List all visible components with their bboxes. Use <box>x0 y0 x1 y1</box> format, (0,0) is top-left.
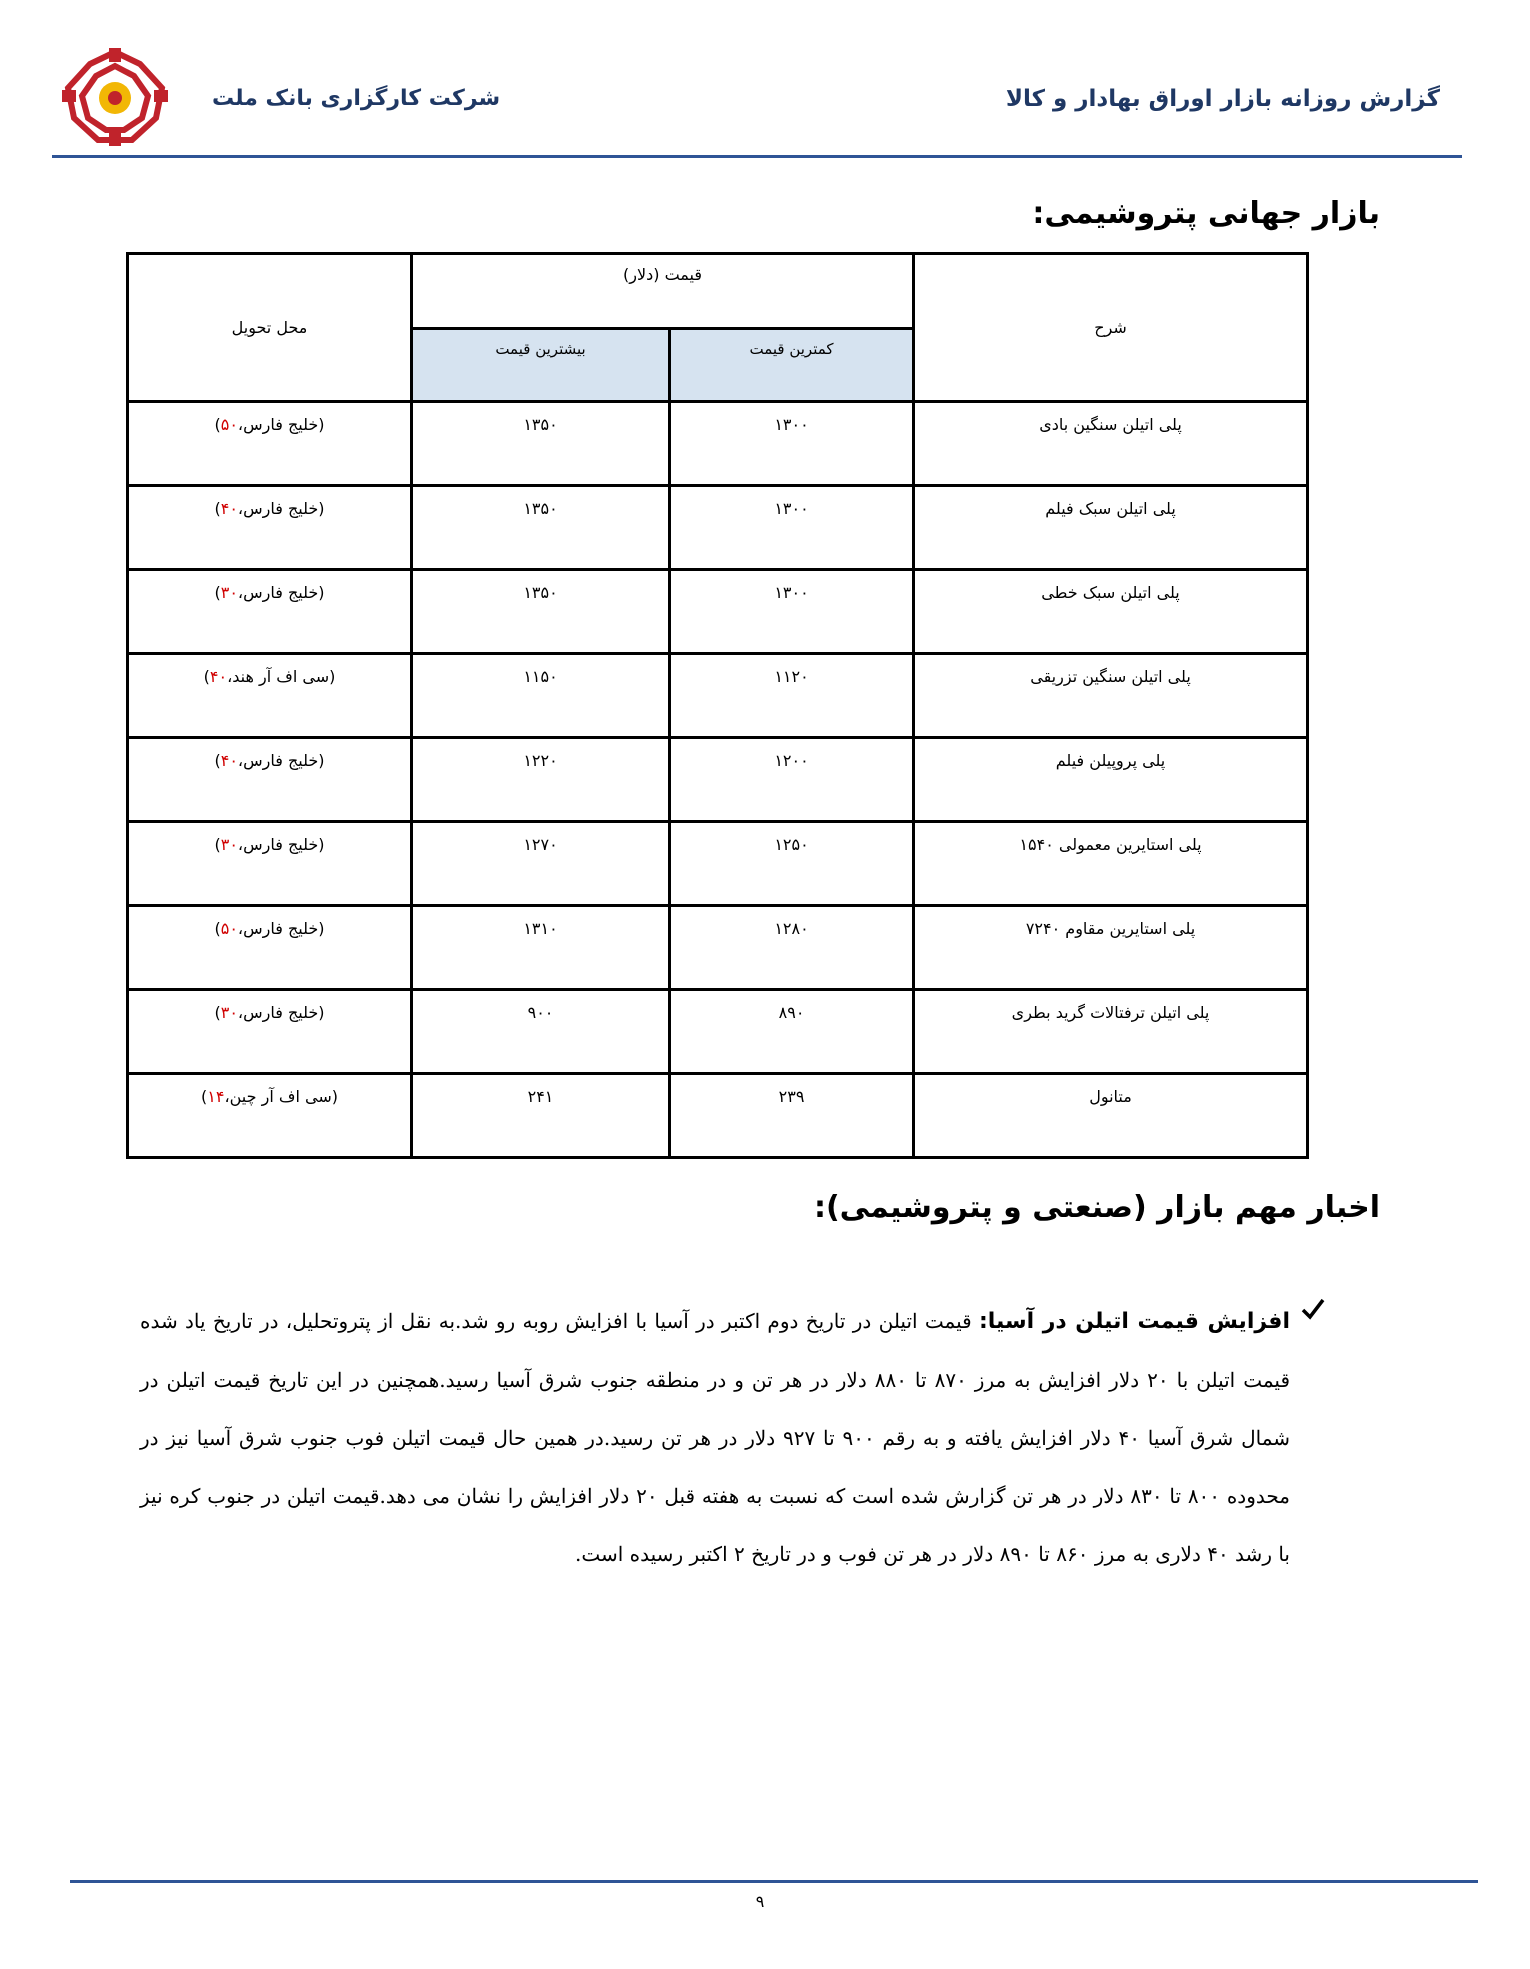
cell-delivery <box>128 906 412 990</box>
cell-max-price: ۱۲۷۰ <box>412 822 670 906</box>
cell-min-price: ۱۳۰۰ <box>670 486 914 570</box>
table-row <box>128 486 1308 570</box>
cell-max-price: ۱۳۵۰ <box>412 570 670 654</box>
table-row <box>128 654 1308 738</box>
delivery-days: ۳۰ <box>220 1003 238 1022</box>
delivery-close-paren: ) <box>214 751 221 770</box>
cell-description: پلی اتیلن سنگین تزریقی <box>914 654 1308 738</box>
table-row <box>128 822 1308 906</box>
cell-max-price: ۱۱۵۰ <box>412 654 670 738</box>
delivery-days: ۳۰ <box>220 835 238 854</box>
section-title-market-news: اخبار مهم بازار (صنعتی و پتروشیمی): <box>813 1190 1380 1225</box>
delivery-location: (خلیج فارس، <box>237 919 325 938</box>
cell-delivery <box>128 738 412 822</box>
cell-max-price: ۱۳۱۰ <box>412 906 670 990</box>
header-divider <box>52 155 1462 158</box>
cell-description: پلی پروپیلن فیلم <box>914 738 1308 822</box>
header-max-price: بیشترین قیمت <box>412 329 670 402</box>
company-name: شرکت کارگزاری بانک ملت <box>212 86 501 111</box>
news-lead: افزایش قیمت اتیلن در آسیا: <box>978 1309 1290 1334</box>
footer-divider <box>70 1880 1478 1883</box>
delivery-close-paren: ) <box>214 835 221 854</box>
cell-max-price: ۲۴۱ <box>412 1074 670 1158</box>
cell-description: پلی اتیلن سنگین بادی <box>914 402 1308 486</box>
cell-min-price: ۱۱۲۰ <box>670 654 914 738</box>
table-row <box>128 1074 1308 1158</box>
report-title: گزارش روزانه بازار اوراق بهادار و کالا <box>1005 86 1440 112</box>
delivery-location: (سی اف آر چین، <box>224 1087 338 1106</box>
cell-description: پلی اتیلن سبک فیلم <box>914 486 1308 570</box>
delivery-location: (خلیج فارس، <box>237 583 325 602</box>
delivery-close-paren: ) <box>214 415 221 434</box>
cell-description: پلی اتیلن ترفتالات گرید بطری <box>914 990 1308 1074</box>
delivery-days: ۳۰ <box>220 583 238 602</box>
table-row <box>128 990 1308 1074</box>
cell-description: پلی اتیلن سبک خطی <box>914 570 1308 654</box>
delivery-location: (خلیج فارس، <box>237 751 325 770</box>
cell-delivery <box>128 486 412 570</box>
cell-delivery <box>128 1074 412 1158</box>
delivery-close-paren: ) <box>214 919 221 938</box>
cell-max-price: ۱۳۵۰ <box>412 402 670 486</box>
delivery-days: ۱۴ <box>207 1087 225 1106</box>
delivery-days: ۴۰ <box>209 667 228 686</box>
page-number: ۹ <box>755 1892 765 1911</box>
cell-min-price: ۸۹۰ <box>670 990 914 1074</box>
header-description: شرح <box>914 254 1308 402</box>
delivery-location: (خلیج فارس، <box>237 499 325 518</box>
cell-delivery <box>128 570 412 654</box>
delivery-days: ۵۰ <box>220 415 238 434</box>
cell-max-price: ۹۰۰ <box>412 990 670 1074</box>
company-logo <box>62 48 168 146</box>
price-table <box>126 252 1309 1159</box>
delivery-close-paren: ) <box>203 667 210 686</box>
cell-min-price: ۱۳۰۰ <box>670 570 914 654</box>
delivery-close-paren: ) <box>201 1087 208 1106</box>
cell-delivery <box>128 990 412 1074</box>
header-delivery: محل تحویل <box>128 254 412 402</box>
cell-delivery <box>128 822 412 906</box>
table-row <box>128 570 1308 654</box>
delivery-close-paren: ) <box>214 499 221 518</box>
delivery-close-paren: ) <box>214 1003 221 1022</box>
check-icon <box>1300 1296 1326 1322</box>
table-row <box>128 402 1308 486</box>
cell-min-price: ۲۳۹ <box>670 1074 914 1158</box>
cell-min-price: ۱۲۸۰ <box>670 906 914 990</box>
delivery-location: (خلیج فارس، <box>237 835 325 854</box>
cell-min-price: ۱۲۵۰ <box>670 822 914 906</box>
cell-max-price: ۱۲۲۰ <box>412 738 670 822</box>
delivery-location: (خلیج فارس، <box>237 1003 325 1022</box>
cell-description: پلی استایرین معمولی ۱۵۴۰ <box>914 822 1308 906</box>
section-title-global-petrochemical: بازار جهانی پتروشیمی: <box>1032 196 1380 231</box>
cell-description: متانول <box>914 1074 1308 1158</box>
delivery-days: ۵۰ <box>220 919 238 938</box>
cell-min-price: ۱۳۰۰ <box>670 402 914 486</box>
cell-delivery <box>128 402 412 486</box>
delivery-location: (خلیج فارس، <box>237 415 325 434</box>
table-row <box>128 906 1308 990</box>
news-paragraph <box>140 1292 1290 1583</box>
header-price: قیمت (دلار) <box>412 254 914 329</box>
delivery-close-paren: ) <box>214 583 221 602</box>
table-row <box>128 738 1308 822</box>
header-min-price: کمترین قیمت <box>670 329 914 402</box>
delivery-location: (سی اف آر هند، <box>227 667 336 686</box>
news-body: قیمت اتیلن در تاریخ دوم اکتبر در آسیا با افزایش روبه رو شد.به نقل از پتروتحلیل، در تاریخ یاد شده قیمت اتیلن با ۲۰ دلار افزایش به مرز ۸۷۰ تا ۸۸۰ دلار در هر تن و در منطقه جنوب شرق آسیا رسید.همچنین در این تاریخ قیمت اتیلن در شمال شرق آسیا ۴۰ دلار افزایش یافته و به رقم ۹۰۰ تا ۹۲۷ دلار در هر تن رسید.در همین حال قیمت اتیلن فوب جنوب شرق آسیا نیز در محدوده ۸۰۰ تا ۸۳۰ دلار در هر تن گزارش شده است که نسبت به هفته قبل ۲۰ دلار افزایش را نشان می دهد.قیمت اتیلن در جنوب کره نیز با رشد ۴۰ دلاری به مرز ۸۶۰ تا ۸۹۰ دلار در هر تن فوب و در تاریخ ۲ اکتبر رسیده است. <box>140 1309 1291 1566</box>
cell-max-price: ۱۳۵۰ <box>412 486 670 570</box>
cell-delivery <box>128 654 412 738</box>
cell-min-price: ۱۲۰۰ <box>670 738 914 822</box>
cell-description: پلی استایرین مقاوم ۷۲۴۰ <box>914 906 1308 990</box>
delivery-days: ۴۰ <box>220 751 238 770</box>
delivery-days: ۴۰ <box>220 499 238 518</box>
